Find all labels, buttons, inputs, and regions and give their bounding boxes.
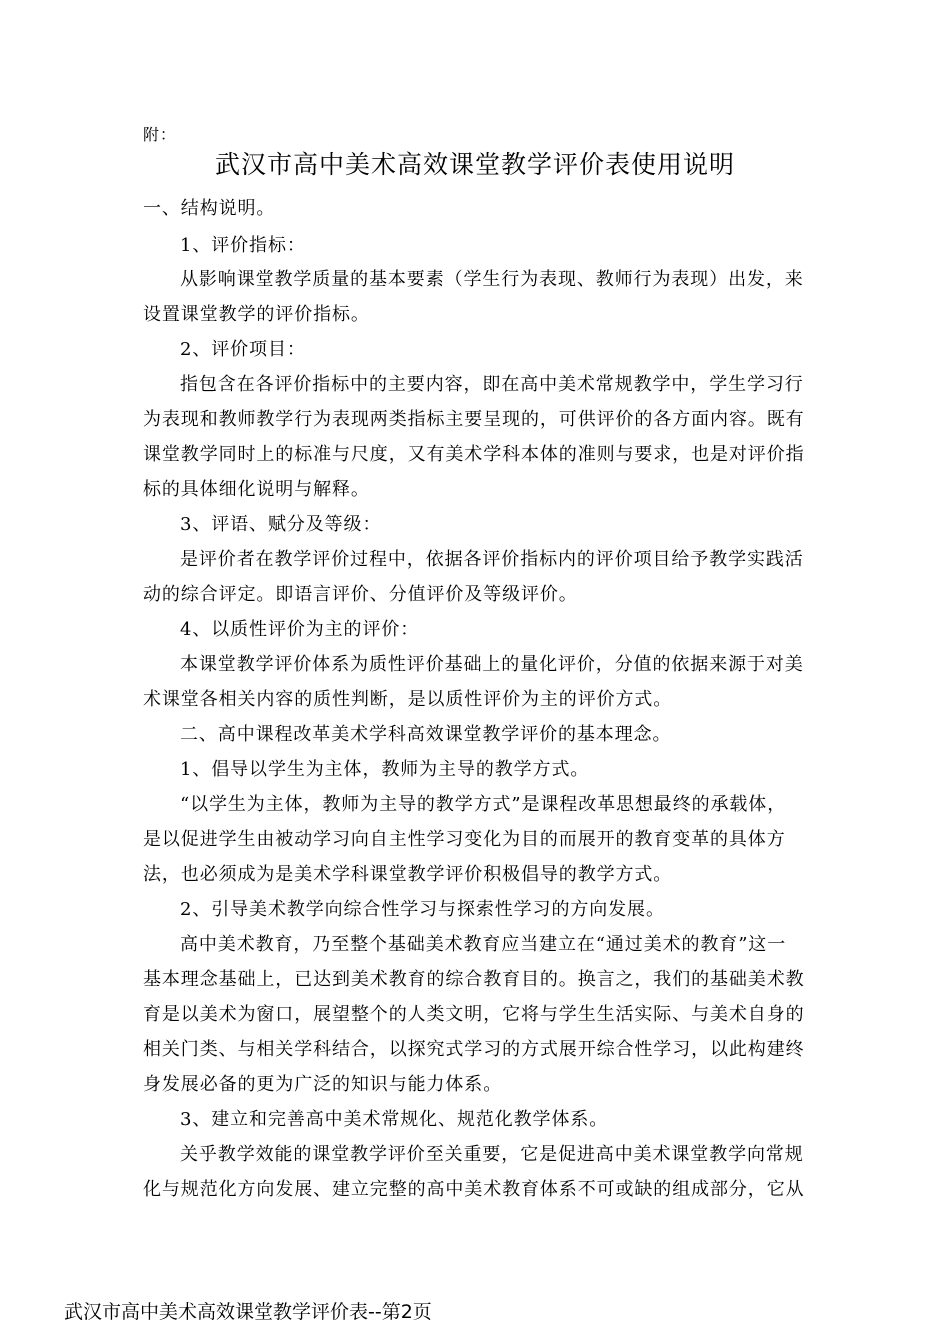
subheading-comments-scores-grades: 3、评语、赋分及等级： (180, 514, 382, 535)
paragraph-line: 标的具体细化说明与解释。 (143, 479, 370, 500)
section-heading-basic-concepts: 二、高中课程改革美术学科高效课堂教学评价的基本理念。 (180, 724, 672, 745)
paragraph-line: “以学生为主体，教师为主导的教学方式”是课程改革思想最终的承载体， (180, 794, 787, 815)
paragraph-line: 动的综合评定。即语言评价、分值评价及等级评价。 (143, 584, 578, 605)
paragraph-line: 从影响课堂教学质量的基本要素（学生行为表现、教师行为表现）出发，来 (180, 269, 804, 290)
paragraph-line: 指包含在各评价指标中的主要内容，即在高中美术常规教学中，学生学习行 (180, 374, 804, 395)
section-heading-structure: 一、结构说明。 (143, 198, 276, 219)
paragraph-line: 术课堂各相关内容的质性判断，是以质性评价为主的评价方式。 (143, 689, 673, 710)
paragraph-line: 法，也必须成为是美术学科课堂教学评价积极倡导的教学方式。 (143, 864, 673, 885)
paragraph-line: 相关门类、与相关学科结合，以探究式学习的方式展开综合性学习，以此构建终 (143, 1039, 805, 1060)
page-title: 武汉市高中美术高效课堂教学评价表使用说明 (214, 150, 735, 179)
page-footer: 武汉市高中美术高效课堂教学评价表--第2页 (64, 1301, 432, 1323)
paragraph-line: 身发展必备的更为广泛的知识与能力体系。 (143, 1074, 503, 1095)
paragraph-line: 本课堂教学评价体系为质性评价基础上的量化评价，分值的依据来源于对美 (180, 654, 804, 675)
subheading-student-centered: 1、倡导以学生为主体，教师为主导的教学方式。 (180, 759, 590, 780)
subheading-evaluation-indicators: 1、评价指标： (180, 235, 306, 256)
paragraph-line: 设置课堂教学的评价指标。 (143, 304, 370, 325)
paragraph-line: 为表现和教师教学行为表现两类指标主要呈现的，可供评价的各方面内容。既有 (143, 409, 805, 430)
paragraph-line: 关乎教学效能的课堂教学评价至关重要，它是促进高中美术课堂教学向常规 (180, 1144, 804, 1165)
paragraph-line: 基本理念基础上，已达到美术教育的综合教育目的。换言之，我们的基础美术教 (143, 969, 805, 990)
subheading-evaluation-items: 2、评价项目： (180, 339, 306, 360)
subheading-qualitative-evaluation: 4、以质性评价为主的评价： (180, 619, 420, 640)
paragraph-line: 化与规范化方向发展、建立完整的高中美术教育体系不可或缺的组成部分，它从 (143, 1179, 805, 1200)
attachment-label: 附： (143, 125, 177, 144)
paragraph-line: 高中美术教育，乃至整个基础美术教育应当建立在“通过美术的教育”这一 (180, 934, 787, 955)
subheading-standardized-system: 3、建立和完善高中美术常规化、规范化教学体系。 (180, 1109, 609, 1130)
subheading-comprehensive-learning: 2、引导美术教学向综合性学习与探索性学习的方向发展。 (180, 899, 665, 920)
paragraph-line: 是评价者在教学评价过程中，依据各评价指标内的评价项目给予教学实践活 (180, 549, 804, 570)
paragraph-line: 课堂教学同时上的标准与尺度，又有美术学科本体的准则与要求，也是对评价指 (143, 444, 805, 465)
paragraph-line: 是以促进学生由被动学习向自主性学习变化为目的而展开的教育变革的具体方 (143, 829, 786, 850)
paragraph-line: 育是以美术为窗口，展望整个的人类文明，它将与学生生活实际、与美术自身的 (143, 1004, 805, 1025)
